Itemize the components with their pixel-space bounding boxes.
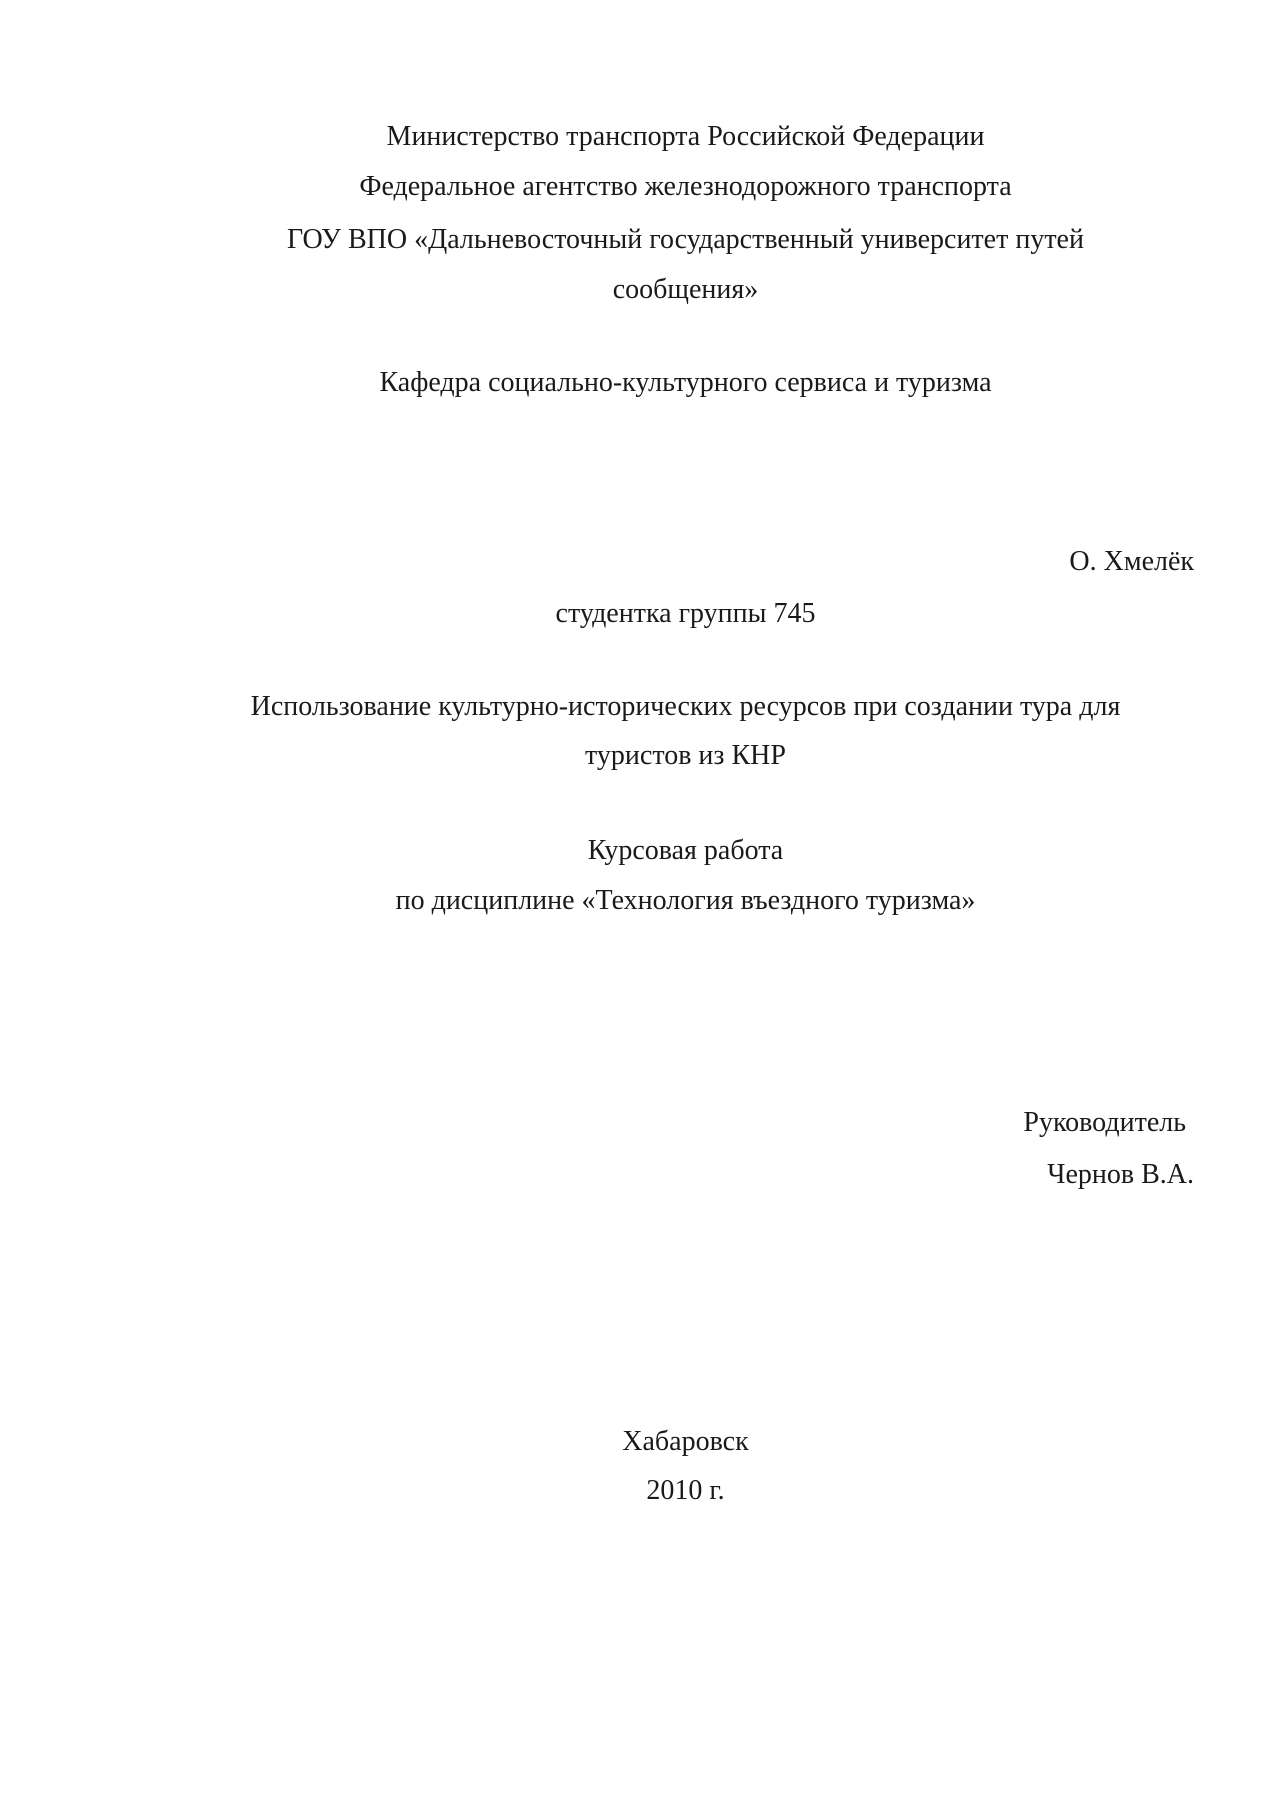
university-line-1: ГОУ ВПО «Дальневосточный государственный университет путей — [287, 224, 1084, 255]
university-line-2: сообщения» — [612, 274, 759, 305]
work-title-line-1: Использование культурно-исторических ресурсов при создании тура для — [250, 691, 1121, 722]
work-title-line-2: туристов из КНР — [585, 740, 786, 771]
agency-line: Федеральное агентство железнодорожного транспорта — [359, 171, 1012, 202]
author-name: О. Хмелёк — [1069, 546, 1194, 577]
work-discipline: по дисциплине «Технология въездного туризма» — [395, 885, 976, 916]
work-type: Курсовая работа — [587, 835, 784, 866]
city: Хабаровск — [622, 1426, 749, 1457]
supervisor-label: Руководитель — [1023, 1107, 1186, 1138]
ministry-line: Министерство транспорта Российской Федерации — [386, 121, 985, 152]
supervisor-name: Чернов В.А. — [1047, 1159, 1194, 1190]
year: 2010 г. — [646, 1475, 725, 1506]
department-line: Кафедра социально-культурного сервиса и туризма — [379, 367, 992, 398]
author-group: студентка группы 745 — [555, 598, 816, 629]
